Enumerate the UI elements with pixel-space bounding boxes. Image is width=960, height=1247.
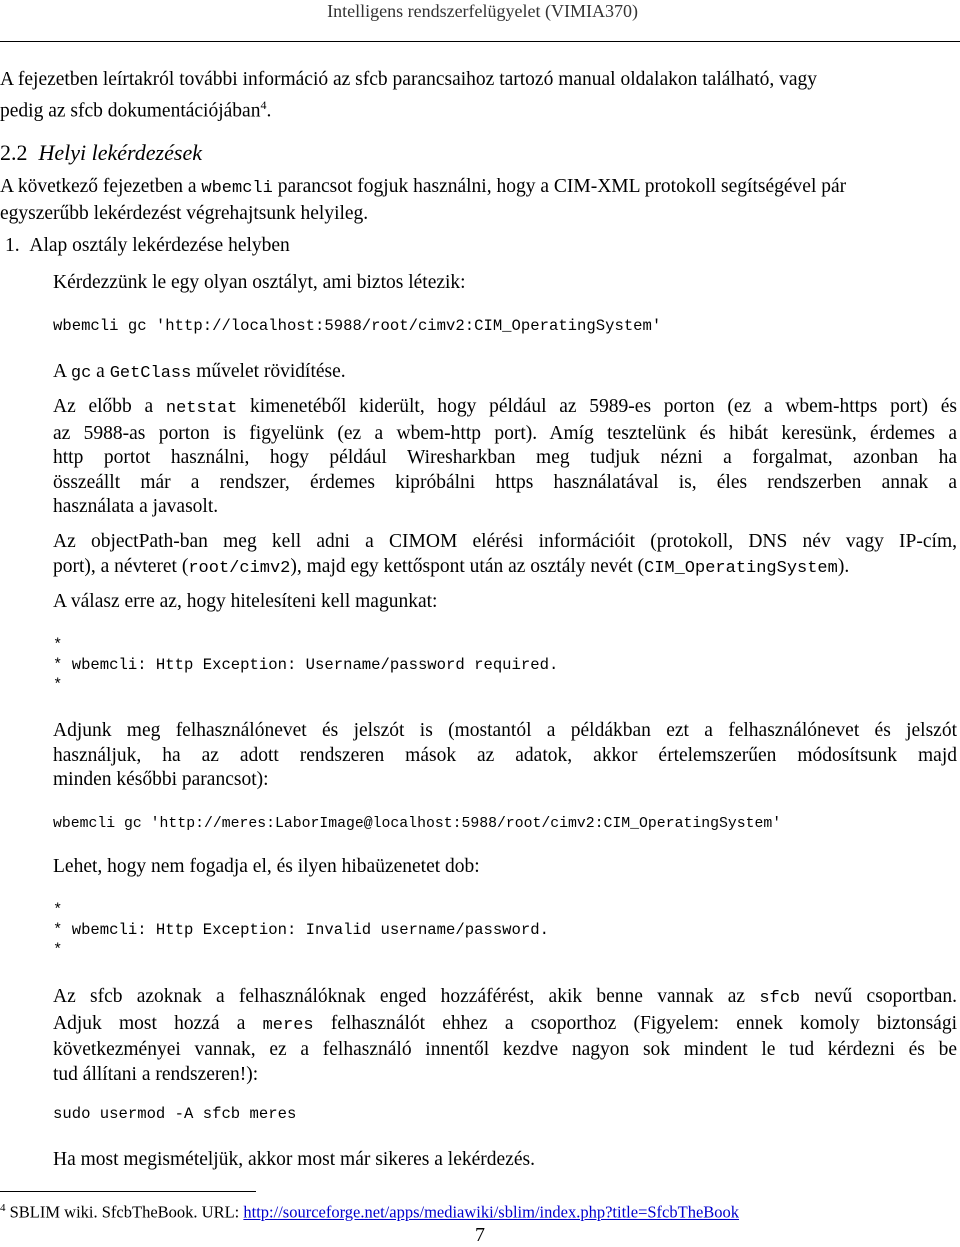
paragraph-sfcb: Az sfcb azoknak a felhasználóknak enged hozzáférést, akik benne vannak az sfcb nevű csoportban. Adjuk most hozzá a meres felhasználót ehhez a csoporthoz (Figyelem: ennek komoly biztonsági következményei vannak, ez a felhasználó innentől kezdve nagyon sok mindent le tud kérdezni és be tud állítani a rendszeren!): bbox=[53, 986, 957, 1085]
footnote-ref: 4 bbox=[260, 97, 267, 112]
item-heading bbox=[5, 234, 290, 259]
code-block-cmd1: wbemcli gc 'http://localhost:5988/root/cimv2:CIM_OperatingSystem' bbox=[53, 317, 662, 335]
code-block-error2: * * wbemcli: Http Exception: Invalid username/password. * bbox=[53, 901, 549, 959]
section-number: 2.2 bbox=[0, 140, 28, 165]
inline-code: wbemcli bbox=[201, 179, 273, 198]
code-block-error1: * * wbemcli: Http Exception: Username/password required. * bbox=[53, 636, 559, 694]
paragraph-gc: A gc a GetClass művelet rövidítése. bbox=[53, 361, 346, 383]
paragraph-netstat: Az előbb a netstat kimenetéből kiderült, hogy például az 5989-es porton (ez a wbem-https port) és az 5988-as porton is figyelünk (ez a wbem-http port). Amíg tesztelünk és hibát keresünk, érdemes a http portot használni, hogy például Wiresharkban meg tudjuk nézni a forgalmat, azonban ha összeállt már a rendszer, érdemes kipróbálni https használatával is, éles rendszerben annak a használata a javasolt. bbox=[53, 396, 958, 518]
footnote: $^4$ SBLIM wiki. SfcbTheBook. URL: http://sourceforge.net/apps/mediawiki/sblim/index.php?title=SfcbTheBook bbox=[0, 1202, 740, 1222]
code-block-cmd2: wbemcli gc 'http://meres:LaborImage@localhost:5988/root/cimv2:CIM_OperatingSystem' bbox=[53, 816, 782, 832]
intro-paragraph bbox=[0, 68, 958, 124]
page-number: 7 bbox=[475, 1224, 485, 1246]
paragraph-ask: Kérdezzünk le egy olyan osztályt, ami biztos létezik: bbox=[53, 272, 466, 293]
intro-line-1: A fejezetben leírtakról további információ az sfcb parancsaihoz tartozó manual oldalakon található, vagy bbox=[0, 69, 818, 90]
intro-line-2: pedig az sfcb dokumentációjában$^4$. bbox=[0, 97, 272, 122]
section-intro-paragraph: A következő fejezetben a wbemcli parancsot fogjuk használni, hogy a CIM-XML protokoll segítségével pár egyszerűbb lekérdezést végrehajtsunk helyileg. bbox=[0, 176, 847, 224]
item-title: Alap osztály lekérdezése helyben bbox=[29, 235, 290, 256]
code-block-cmd3: sudo usermod -A sfcb meres bbox=[53, 1105, 297, 1123]
footnote-mark: 4 bbox=[0, 1202, 6, 1214]
paragraph-credentials: Adjunk meg felhasználónevet és jelszót is (mostantól a példákban ezt a felhasználónevet és jelszót használjuk, ha az adott rendszeren mások az adatok, akkor értelemszerűen módosítsunk majd minden későbbi parancsot): bbox=[53, 720, 957, 791]
header-title: Intelligens rendszerfelügyelet (VIMIA370) bbox=[327, 1, 638, 21]
footnote-separator bbox=[0, 1191, 256, 1192]
running-header bbox=[0, 0, 960, 42]
item-number: 1. bbox=[5, 235, 20, 256]
paragraph-final: Ha most megismételjük, akkor most már sikeres a lekérdezés. bbox=[53, 1149, 535, 1170]
section-title: Helyi lekérdezések bbox=[38, 140, 202, 165]
paragraph-maybe: Lehet, hogy nem fogadja el, és ilyen hibaüzenetet dob: bbox=[53, 856, 480, 877]
paragraph-objectpath: Az objectPath-ban meg kell adni a CIMOM elérési információit (protokoll, DNS név vagy IP-cím, port), a névteret (root/cimv2), majd egy kettőspont után az osztály nevét (CIM_OperatingSystem). bbox=[53, 531, 957, 578]
footnote-link[interactable]: http://sourceforge.net/apps/mediawiki/sblim/index.php?title=SfcbTheBook bbox=[243, 1202, 740, 1222]
paragraph-auth: A válasz erre az, hogy hitelesíteni kell magunkat: bbox=[53, 591, 438, 612]
section-heading bbox=[0, 140, 202, 166]
